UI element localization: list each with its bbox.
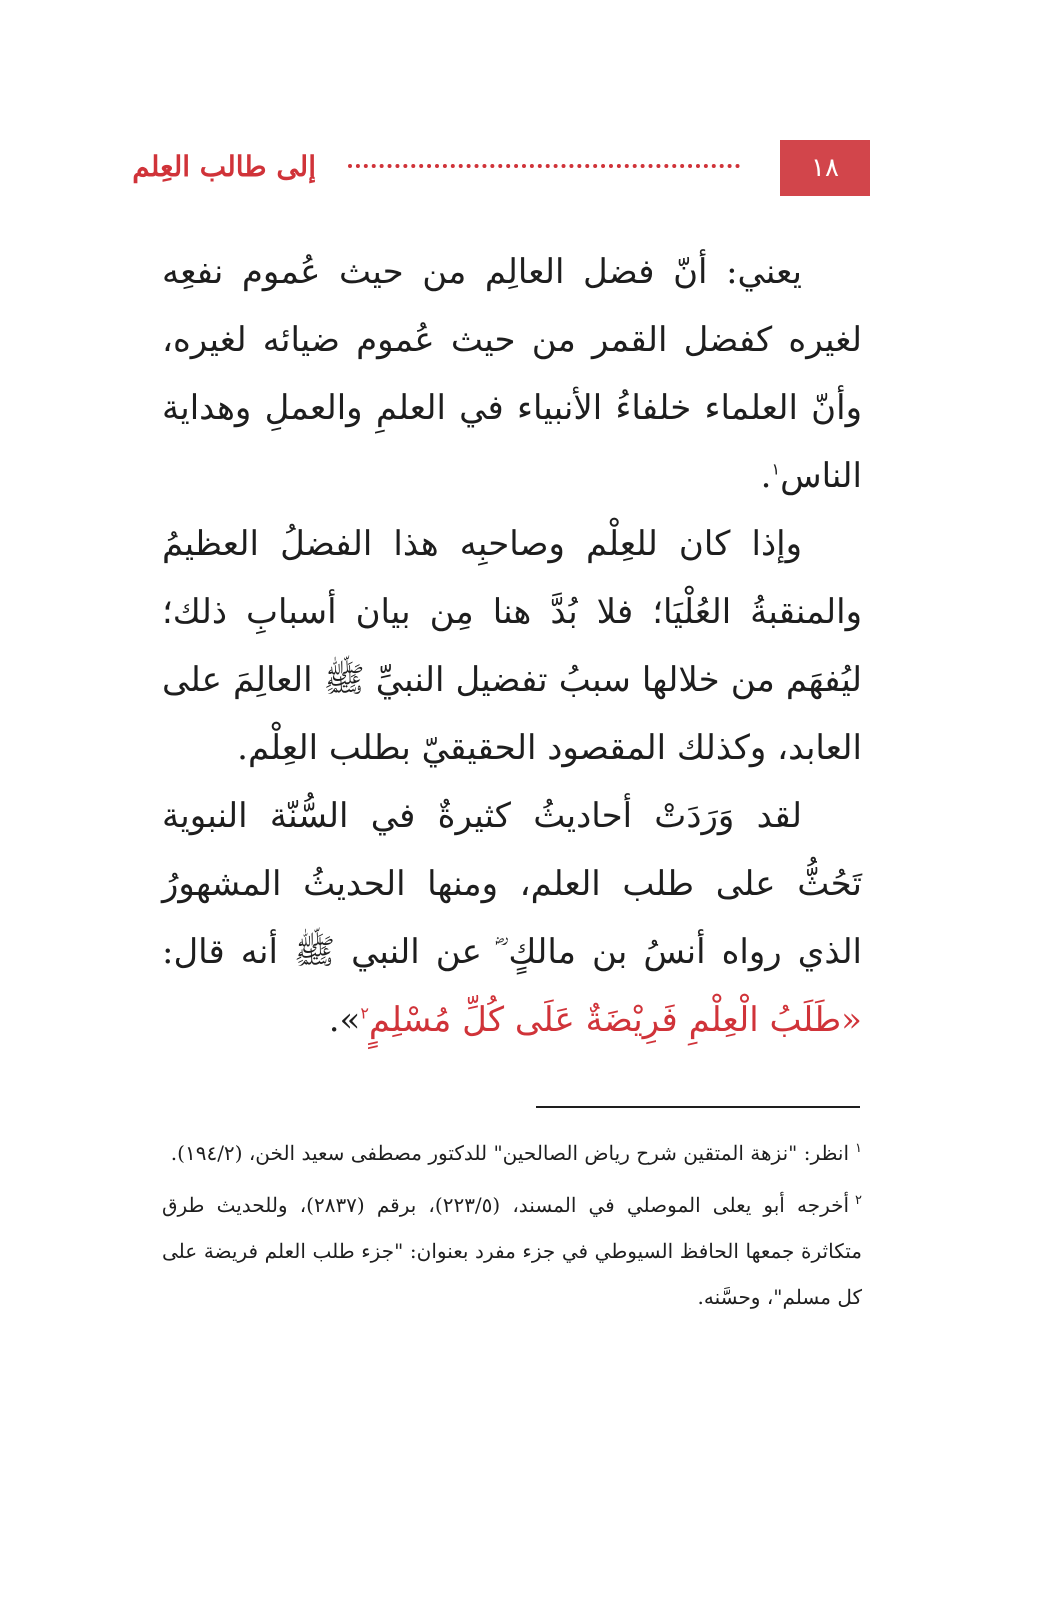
body-text [162, 238, 862, 1054]
running-title: إلى طالب العِلم [132, 150, 316, 183]
paragraph-1 [162, 238, 862, 510]
paragraph-1-end: . [760, 456, 772, 496]
hadith-quote: «طَلَبُ الْعِلْمِ فَرِيْضَةٌ عَلَى كُلِّ مُسْلِمٍ [368, 1000, 862, 1040]
footnote-2 [162, 1182, 862, 1320]
paragraph-3 [162, 782, 862, 1054]
paragraph-2: وإذا كان للعِلْم وصاحبِه هذا الفضلُ العظيمُ والمنقبةُ العُلْيَا؛ فلا بُدَّ هنا مِن بيان أسبابِ ذلك؛ ليُفهَم من خلالها سببُ تفضيل النبيِّ ﷺ العالِمَ على العابد، وكذلك المقصود الحقيقيّ بطلب العِلْم. [162, 524, 862, 768]
footnote-text-2: أخرجه أبو يعلى الموصلي في المسند، (٢٢٣/٥)، برقم (٢٨٣٧)، وللحديث طرق متكاثرة جمعها الحافظ السيوطي في جزء مفرد بعنوان: "جزء طلب العلم فريضة على كل مسلم"، وحسَّنه. [162, 1193, 862, 1309]
footnotes [162, 1130, 862, 1326]
footnote-1 [162, 1130, 862, 1176]
footnote-marker-1: ١ [855, 1141, 862, 1157]
footnote-divider [536, 1106, 860, 1108]
paragraph-1-text: يعني: أنّ فضل العالِم من حيث عُموم نفعِه لغيره كفضل القمر من حيث عُموم ضيائه لغيره، وأنّ العلماء خلفاءُ الأنبياء في العلمِ والعملِ وهداية الناس [162, 252, 862, 496]
paragraph-3-text: لقد وَرَدَتْ أحاديثُ كثيرةٌ في السُّنّة النبوية تَحُثُّ على طلب العلم، ومنها الحديثُ المشهورُ الذي رواه أنسُ بن مالكٍ ؓ عن النبي ﷺ أنه قال: [162, 796, 862, 972]
footnote-marker-2: ٢ [855, 1193, 863, 1209]
footnote-ref-1: ١ [771, 459, 781, 479]
header-dotted-leader [348, 164, 740, 168]
footnote-text-1: انظر: "نزهة المتقين شرح رياض الصالحين" للدكتور مصطفى سعيد الخن، (١٩٤/٢). [170, 1141, 850, 1165]
footnote-ref-2: ٢ [360, 1003, 369, 1023]
page-number: ١٨ [811, 153, 839, 183]
page-number-badge [780, 140, 870, 196]
paragraph-3-end: ». [328, 1000, 361, 1040]
